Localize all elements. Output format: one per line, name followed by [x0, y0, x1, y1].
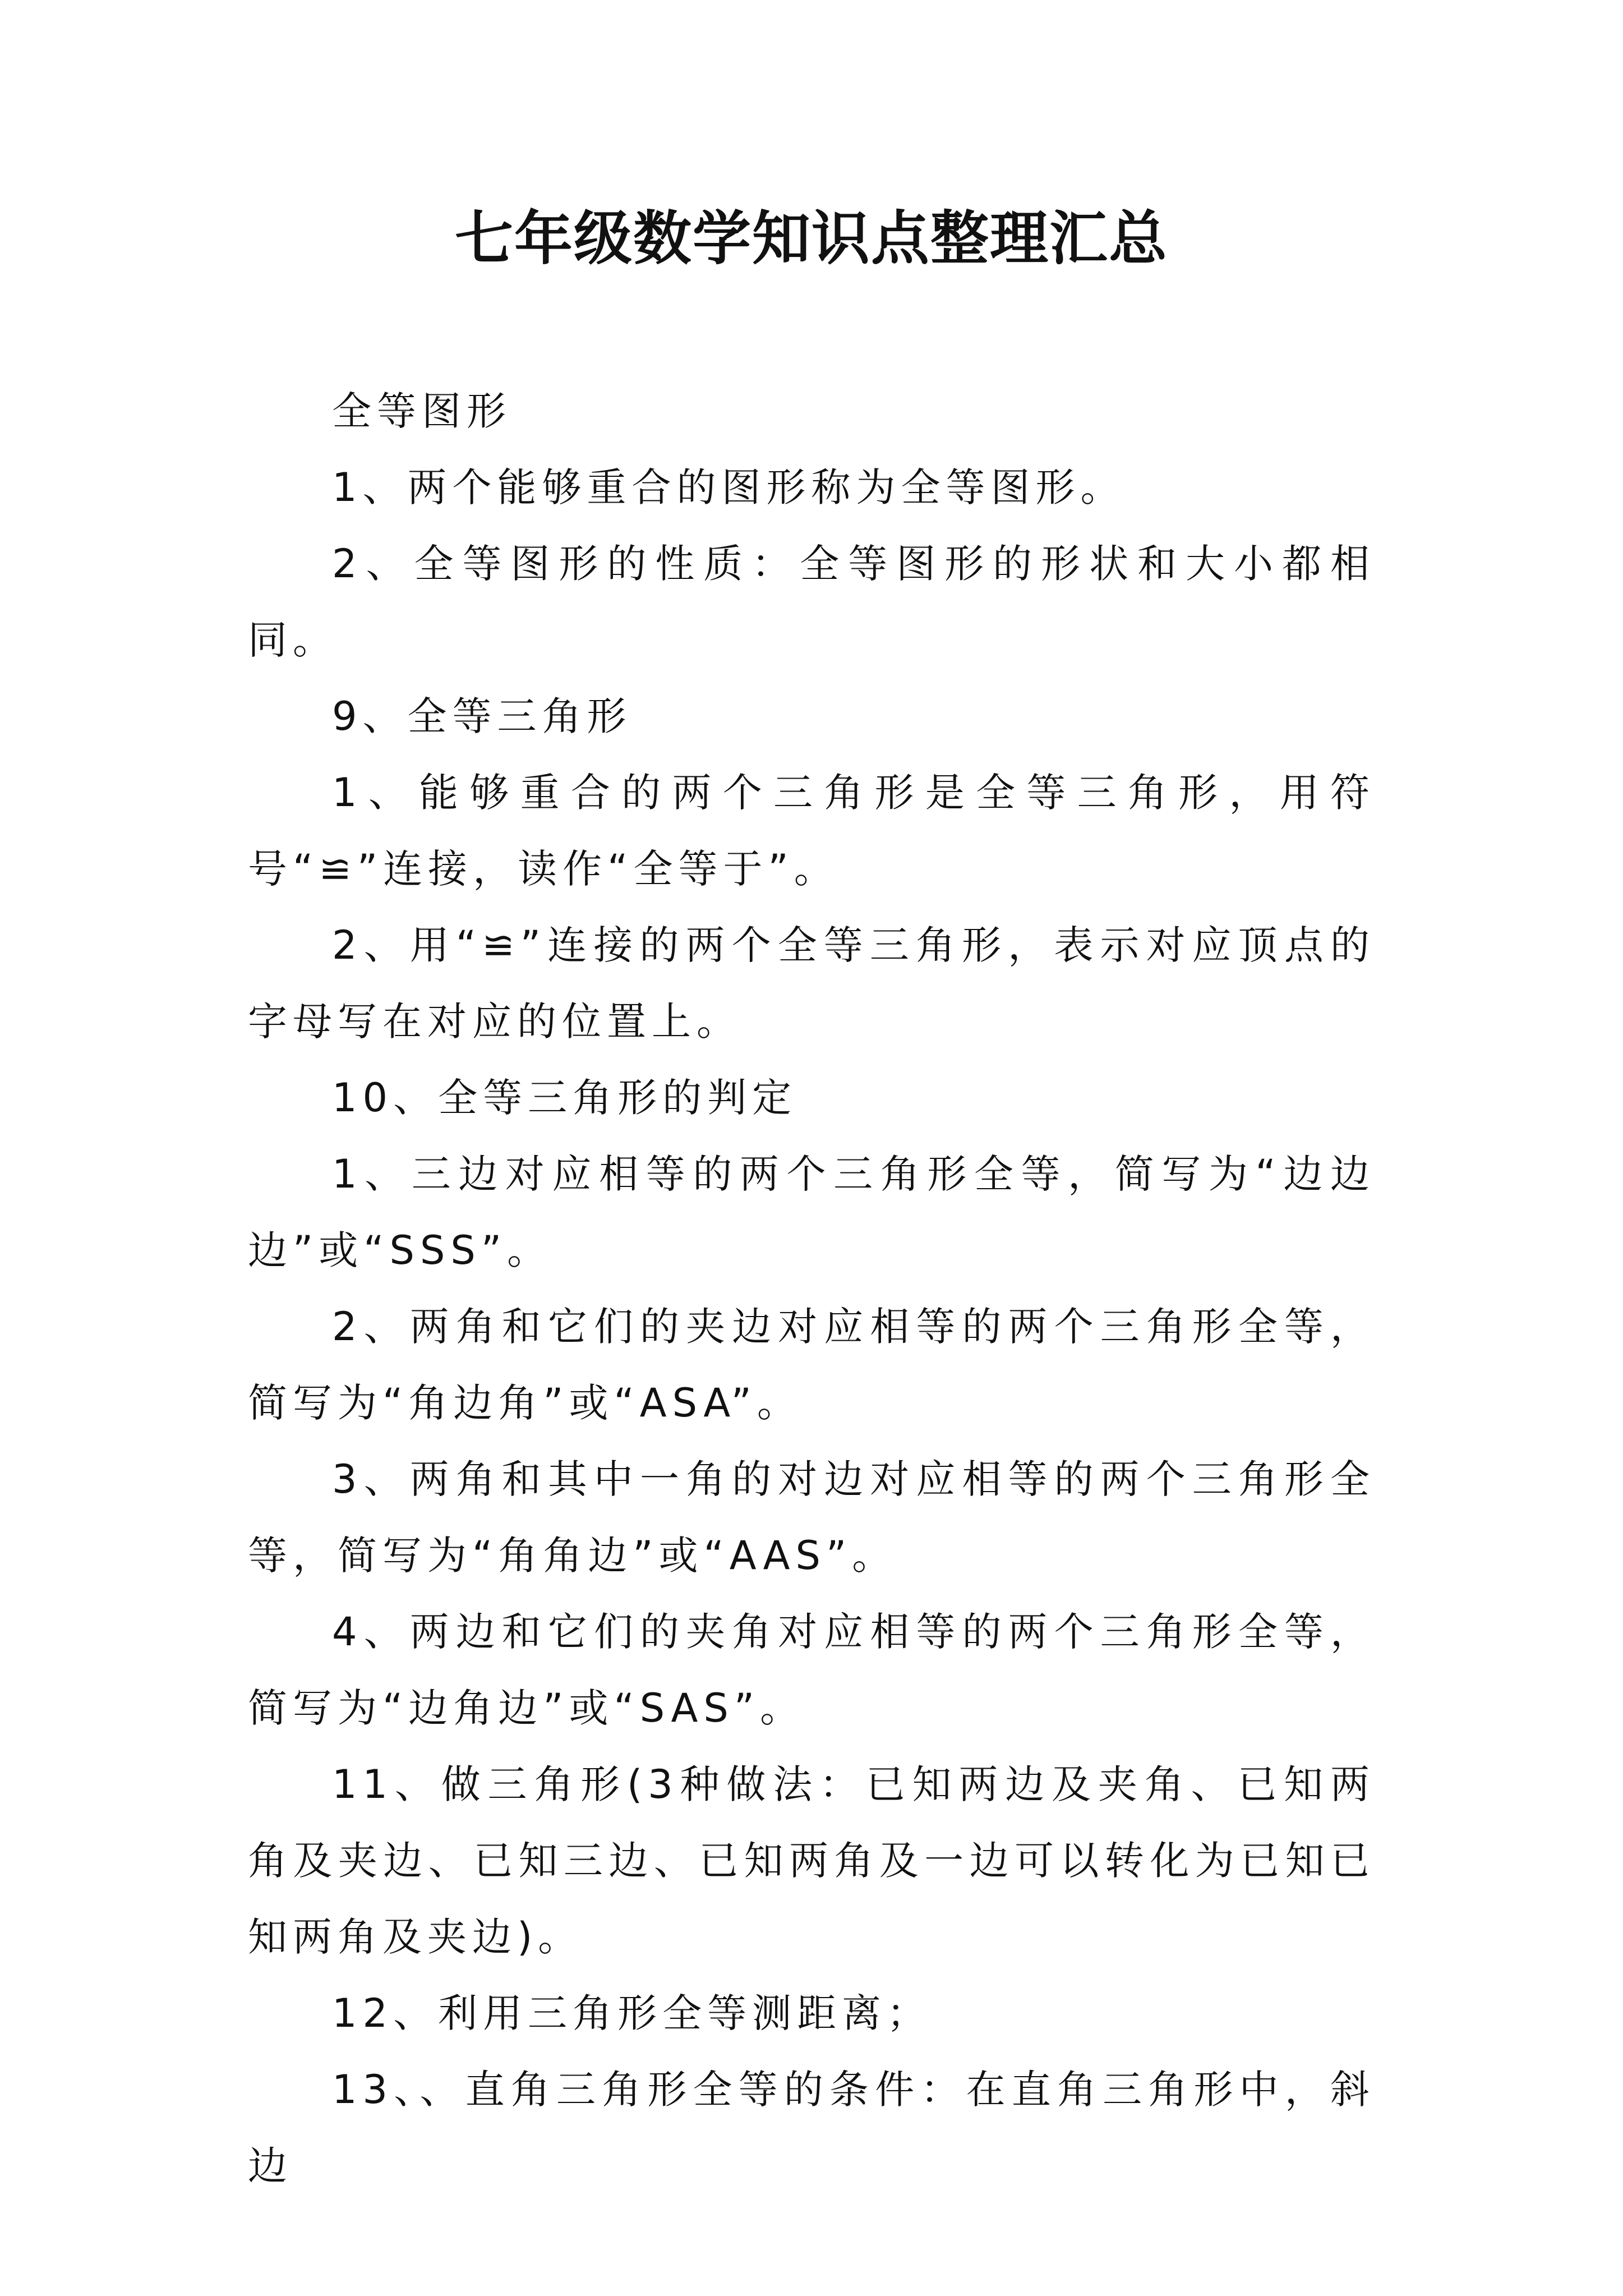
paragraph: 2、两角和它们的夹边对应相等的两个三角形全等，简写为“角边角”或“ASA”。	[248, 1304, 1375, 1426]
paragraph: 1、三边对应相等的两个三角形全等，简写为“边边边”或“SSS”。	[248, 1151, 1375, 1273]
document-body	[248, 373, 1375, 2204]
section-heading-triangle-criteria: 10、全等三角形的判定	[332, 1075, 797, 1121]
paragraph: 2、用“≌”连接的两个全等三角形，表示对应顶点的字母写在对应的位置上。	[248, 922, 1375, 1045]
paragraph: 3、两角和其中一角的对边对应相等的两个三角形全等，简写为“角角边”或“AAS”。	[248, 1456, 1375, 1579]
paragraph: 1、能够重合的两个三角形是全等三角形，用符号“≌”连接，读作“全等于”。	[248, 770, 1375, 892]
paragraph: 4、两边和它们的夹角对应相等的两个三角形全等，简写为“边角边”或“SAS”。	[248, 1609, 1375, 1731]
paragraph: 2、全等图形的性质：全等图形的形状和大小都相同。	[248, 541, 1375, 663]
paragraph: 12、利用三角形全等测距离；	[332, 1990, 932, 2036]
paragraph: 11、做三角形(3种做法：已知两边及夹角、已知两角及夹边、已知三边、已知两角及一边可以转化为已知已知两角及夹边)。	[248, 1761, 1375, 1960]
section-heading-congruent-triangles: 9、全等三角形	[332, 693, 632, 739]
document-title: 七年级数学知识点整理汇总	[454, 204, 1168, 273]
paragraph: 1、两个能够重合的图形称为全等图形。	[332, 464, 1126, 510]
paragraph: 13、、直角三角形全等的条件：在直角三角形中，斜边	[248, 2067, 1375, 2189]
section-heading-congruent-figures: 全等图形	[332, 388, 511, 434]
